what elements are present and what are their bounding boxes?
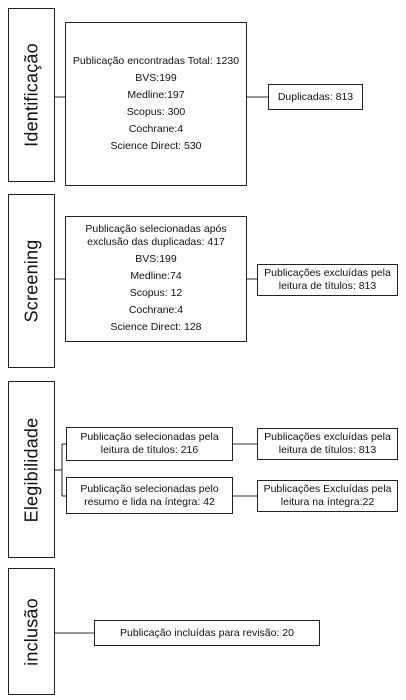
identificacao-total: Publicação encontradas Total: 1230	[72, 55, 240, 67]
identificacao-main-box	[65, 22, 247, 186]
screening-total-line1: Publicação selecionadas após	[85, 222, 227, 235]
identificacao-excluded-box	[268, 84, 363, 110]
elegibilidade-excluded-full-line1: Publicações Excluídas pela	[263, 483, 392, 495]
screening-main-box	[65, 216, 247, 342]
elegibilidade-excluded-full-box	[257, 480, 398, 512]
stage-identificacao-label: Identificação	[21, 43, 41, 147]
screening-excluded-line2: leitura de títulos: 813	[278, 280, 377, 292]
elegibilidade-selected-titles-box	[66, 427, 233, 461]
elegibilidade-selected-full-line1: Publicação selecionadas pelo	[80, 482, 219, 495]
stage-inclusao-label: inclusão	[21, 597, 41, 666]
identificacao-scopus: Scopus: 300	[126, 106, 186, 118]
stage-inclusao	[8, 568, 55, 695]
inclusao-box	[94, 620, 320, 646]
screening-science-direct: Science Direct: 128	[110, 320, 202, 333]
screening-scopus: Scopus: 12	[129, 286, 183, 299]
screening-cochrane: Cochrane:4	[128, 303, 184, 316]
elegibilidade-selected-titles-line2: leitura de títulos: 216	[100, 444, 199, 456]
stage-identificacao	[8, 8, 55, 182]
elegibilidade-selected-full-line2: resumo e lida na íntegra: 42	[84, 495, 215, 508]
identificacao-science-direct: Science Direct: 530	[110, 140, 202, 152]
identificacao-medline: Medline:197	[127, 89, 185, 101]
identificacao-cochrane: Cochrane:4	[128, 123, 184, 135]
stage-elegibilidade	[8, 381, 55, 558]
stage-screening-label: Screening	[21, 239, 41, 323]
elegibilidade-excluded-titles-line2: leitura de títulos: 813	[278, 444, 377, 456]
elegibilidade-selected-titles-line1: Publicação selecionadas pela	[80, 431, 219, 443]
elegibilidade-excluded-titles-box	[257, 428, 398, 460]
elegibilidade-selected-full-box	[66, 477, 233, 514]
screening-medline: Medline:74	[130, 269, 182, 282]
stage-elegibilidade-label: Elegibilidade	[21, 417, 41, 522]
screening-total-line2: exclusão das duplicadas: 417	[87, 235, 225, 248]
identificacao-duplicadas: Duplicadas: 813	[277, 90, 354, 103]
inclusao-included: Publicação incluídas para revisão: 20	[120, 626, 294, 639]
screening-excluded-line1: Publicações excluídas pela	[264, 267, 391, 279]
identificacao-bvs: BVS:199	[135, 72, 177, 84]
screening-bvs: BVS:199	[135, 252, 177, 265]
elegibilidade-excluded-full-line2: leitura na íntegra:22	[280, 496, 375, 508]
elegibilidade-excluded-titles-line1: Publicações excluídas pela	[264, 431, 391, 443]
stage-screening	[8, 194, 55, 368]
screening-excluded-box	[257, 264, 398, 296]
